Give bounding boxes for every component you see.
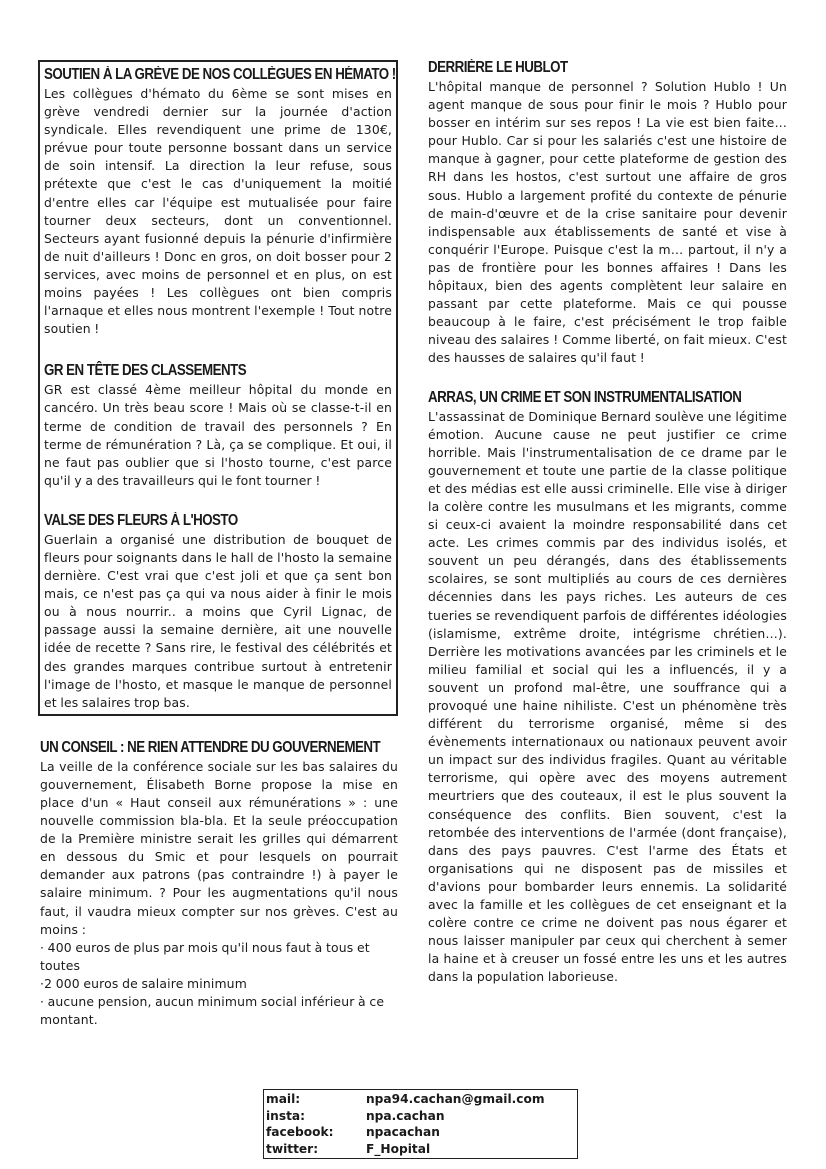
contact-row-mail [266,1091,575,1108]
demand-item: ·2 000 euros de salaire minimum [40,975,247,991]
article-title: GR EN TÊTE DES CLASSEMENTS [44,362,247,380]
article-hublot [428,58,787,368]
article-valse-fleurs [44,511,392,712]
spacer [44,338,392,361]
article-title: SOUTIEN À LA GRÈVE DE NOS COLLÈGUES EN HÉMATO ! [44,66,396,83]
article-body: Guerlain a organisé une distribution de bouquet de fleurs pour soignants dans le hall de l'hosto la semaine dernière. C'est vrai que c'est joli et que ça sent bon mais, ce n'est pas ça qui va nous aider à finir le mois ou à nous nourrir.. a moins que Cyril Lignac, de passage aussi la semaine dernière, ait une nouvelle idée de recette ? Sans rire, le festival des célébrités et des grandes marques contribue surtout à entretenir l'image de l'hosto, et masque le manque de personnel et les salaires trop bas. [44,531,392,710]
demand-item: · aucune pension, aucun minimum social inférieur à ce montant. [40,994,385,1028]
article-arras [428,388,787,987]
article-title: ARRAS, UN CRIME ET SON INSTRUMENTALISATION [428,388,742,406]
left-column [38,60,398,1029]
contact-box [263,1089,578,1159]
article-title: UN CONSEIL : NE RIEN ATTENDRE DU GOUVERNEMENT [40,738,381,756]
article-body: Les collègues d'hémato du 6ème se sont mises en grève vendredi dernier sur la journée d'action syndicale. Elles revendiquent une prime de 130€, prévue pour toute personne bossant dans un service de soin intensif. La direction la leur refuse, sous prétexte que c'est le cas d'uniquement la moitié d'entre elles car l'équipe est mutualisée pour faire tourner deux secteurs, dont un conventionnel. Secteurs ayant fusionné depuis la pénurie d'infirmière de nuit d'ailleurs ! Donc en gros, on doit bosser pour 2 services, avec moins de personnel et en plus, on est moins payées ! Les collègues ont bien compris l'arnaque et elles nous montrent l'exemple ! Tout notre soutien ! [44,86,392,337]
article-conseil-gouvernement [38,738,398,1029]
contact-label: facebook: [266,1125,334,1139]
spacer [428,368,787,388]
article-title: DERRIÈRE LE HUBLOT [428,59,568,76]
contact-label: twitter: [266,1141,319,1156]
contact-row-twitter [266,1141,575,1158]
demand-item: · 400 euros de plus par mois qu'il nous faut à tous et toutes [40,939,370,973]
article-body: GR est classé 4ème meilleur hôpital du monde en cancéro. Un très beau score ! Mais où se classe-t-il en terme de condition de travail des personnels ? En terme de rémunération ? Là, ça se complique. Et oui, il ne faut pas oublier que si l'hosto tourne, c'est parce qu'il y a des travailleurs qui le font tourner ! [44,382,392,488]
twitter-handle: F_Hopital [366,1141,431,1156]
article-soutien-greve [44,65,396,338]
article-body: La veille de la conférence sociale sur les bas salaires du gouvernement, Élisabeth Borne propose la mise en place d'un « Haut conseil aux rémunérations » : une nouvelle commission bla-bla. Et la seule préoccupation de la Première ministre serait les grilles qui démarrent en dessous du Smic et pour lesquels on pourrait demander aux patrons (pas contraindre !) à payer le salaire minimum. ? Pour les augmentations qu'il nous faut, il vaudra mieux compter sur nos grèves. C'est au moins : [40,758,398,937]
article-gr-classements [44,361,392,490]
right-column [428,58,787,987]
article-title: VALSE DES FLEURS À L'HOSTO [44,511,238,529]
demands-list [40,939,398,1029]
article-body: L'hôpital manque de personnel ? Solution Hublo ! Un agent manque de sous pour finir le mois ? Hublo pour bosser en intérim sur ses repos ! La vie est bien faite… pour Hublo. Car si pour les salariés c'est une histoire de manque à gagner, pour cette plateforme de gestion des RH dans les hostos, c'est surtout une affaire de gros sous. Hublo a largement profité du contexte de pénurie de main-d'œuvre et de la crise sanitaire pour devenir indispensable aux établissements de santé et vise à conquérir l'Europe. Puisque c'est la m… partout, il n'y a pas de frontière pour les bonnes affaires ! Dans les hôpitaux, bien des agents complètent leur salaire en passant par cette plateforme. Mais ce qui pousse beaucoup à le faire, c'est précisément le trop faible niveau des salaires ! Comme liberté, on fait mieux. C'est des hausses de salaires qu'il faut ! [428,79,787,366]
contact-row-facebook [266,1124,575,1141]
instagram-handle: npa.cachan [366,1108,445,1123]
contact-label: mail: [266,1092,301,1106]
contact-label: insta: [266,1108,306,1123]
email-link[interactable]: npa94.cachan@gmail.com [366,1092,545,1106]
facebook-handle: npacachan [366,1125,440,1139]
contact-row-insta [266,1108,575,1125]
article-body: L'assassinat de Dominique Bernard soulève une légitime émotion. Aucune cause ne peut justifier ce crime horrible. Mais l'instrumentalisation de ce drame par le gouvernement et toute une partie de la classe politique et des médias est elle aussi criminelle. Elle vise à diriger la colère contre les musulmans et les migrants, comme si ceux-ci avaient la moindre responsabilité dans cet acte. Les crimes commis par des individus isolés, et souvent un peu dérangés, dans des établissements scolaires, se sont multipliés au cours de ces dernières décennies dans les pays riches. Les auteurs de ces tueries se revendiquent parfois de différentes idéologies (islamisme, extrême droite, intégrisme chrétien…). Derrière les motivations avancées par les criminels et le milieu familial et social qui les a influencés, il y a souvent un profond mal-être, une souffrance qui a provoqué une haine nihiliste. C'est un phénomène très différent du terrorisme organisé, même si des évènements internationaux ou nationaux peuvent avoir un impact sur des individus fragiles. Quant au véritable terrorisme, qui opère avec des moyens autrement meurtriers que des couteaux, il est le plus souvent la conséquence des conflits. Bien souvent, c'est la retombée des interventions de l'armée (dont française), dans des pays pauvres. C'est l'arme des États et organisations qui ne disposent pas de missiles et d'avions pour bombarder leurs ennemis. La solidarité avec la famille et les collègues de cet enseignant et la colère contre ce crime ne doivent pas nous égarer et nous laisser manipuler par ceux qui cherchent à semer la haine et à creuser un fossé entre les uns et les autres dans la population laborieuse. [428,408,787,985]
spacer [44,490,392,511]
boxed-articles-frame [38,60,398,716]
